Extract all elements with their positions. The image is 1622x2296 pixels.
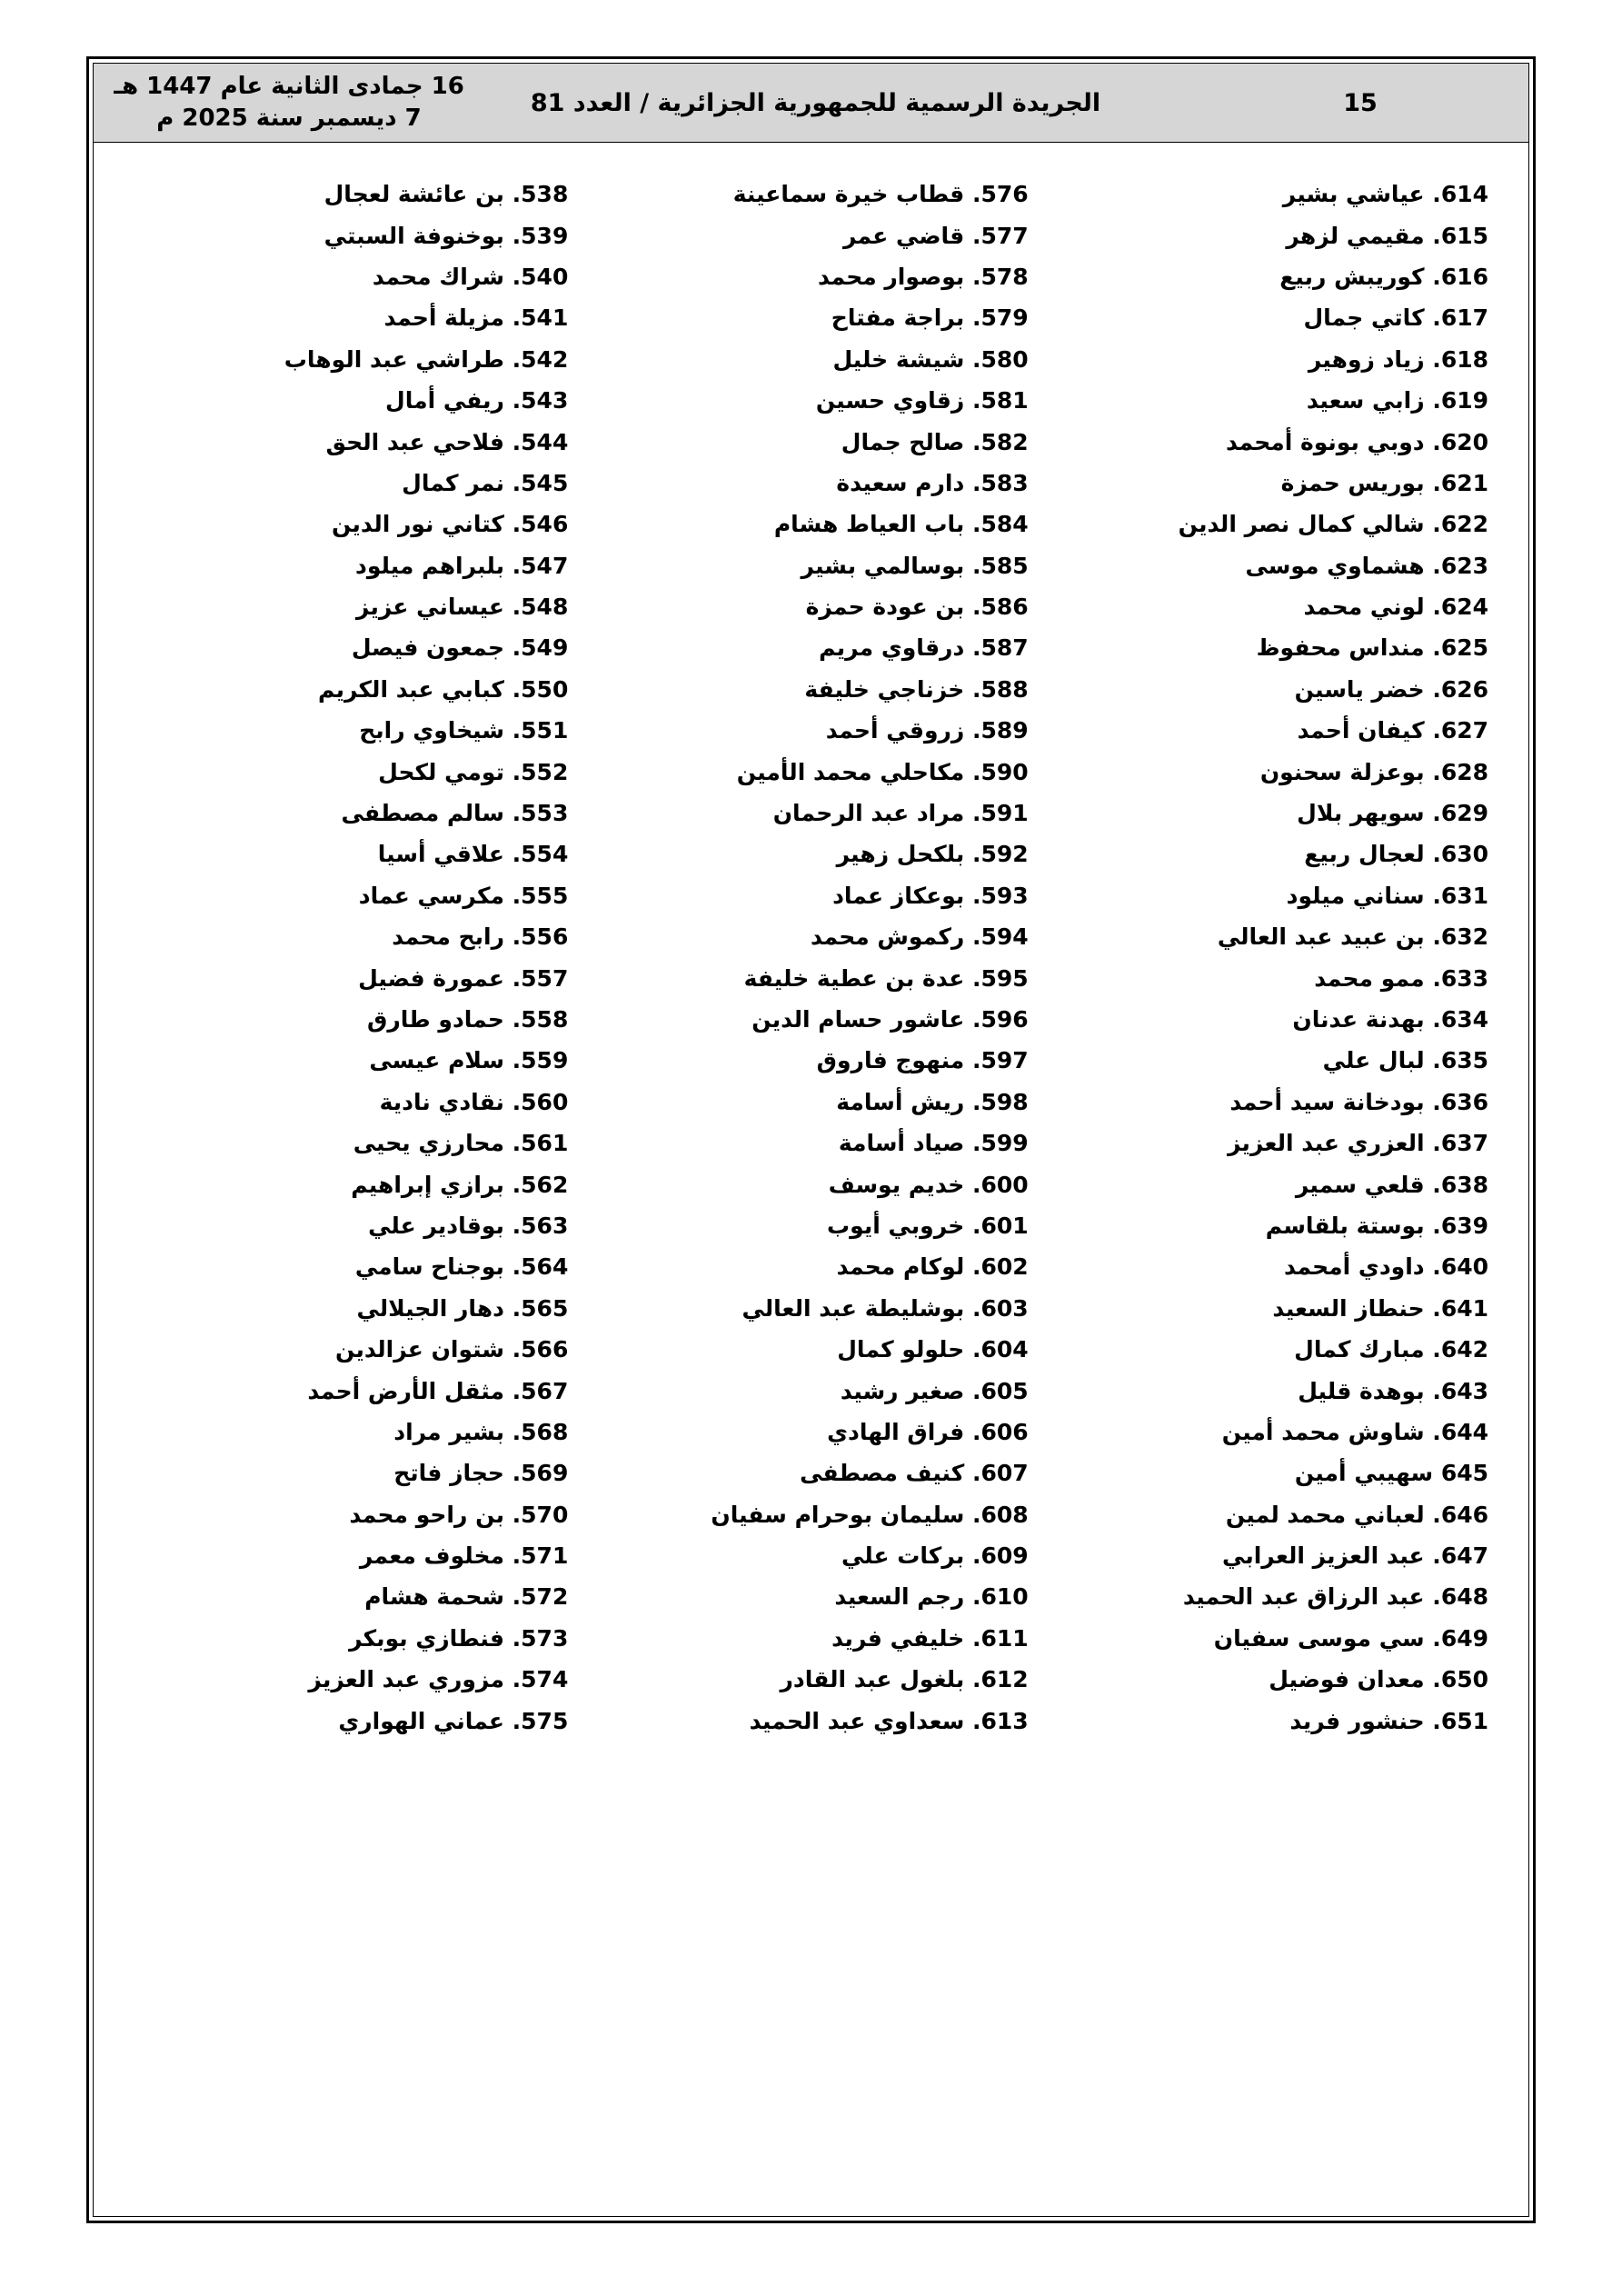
list-item: 635. لبال علي	[1322, 1047, 1488, 1074]
list-item: 649. سي موسى سفيان	[1213, 1624, 1488, 1652]
list-item: 609. بركات علي	[841, 1542, 1029, 1570]
list-item: 611. خليفي فريد	[831, 1624, 1029, 1652]
list-item: 646. لعباني محمد لمين	[1225, 1501, 1488, 1528]
list-item: 598. ريش أسامة	[836, 1088, 1029, 1115]
list-item: 643. بوهدة قليل	[1298, 1377, 1488, 1404]
header-dates	[94, 64, 493, 142]
list-item: 625. منداس محفوظ	[1256, 634, 1488, 662]
list-item: 554. علاقي أسيا	[377, 841, 569, 868]
page-outer-border	[86, 56, 1536, 2223]
list-item: 640. داودي أمحمد	[1283, 1253, 1488, 1281]
list-item: 634. بهدنة عدنان	[1292, 1006, 1488, 1033]
list-item: 615. مقيمي لزهر	[1286, 222, 1488, 249]
list-item: 632. بن عبيد عبد العالي	[1217, 923, 1488, 951]
list-item: 591. مراد عبد الرحمان	[772, 800, 1029, 827]
list-item: 567. مثقل الأرض أحمد	[307, 1377, 569, 1404]
list-item: 581. زقاوي حسين	[815, 387, 1029, 414]
list-item: 556. رابح محمد	[392, 923, 569, 951]
list-item: 588. خزناجي خليفة	[804, 675, 1029, 703]
list-item: 617. كاتي جمال	[1303, 304, 1488, 332]
list-item: 577. قاضي عمر	[842, 222, 1029, 249]
list-item: 562. برازي إبراهيم	[351, 1171, 569, 1198]
list-item: 579. براجة مفتاح	[831, 304, 1029, 332]
list-item: 602. لوكام محمد	[836, 1253, 1029, 1281]
list-item: 642. مبارك كمال	[1294, 1336, 1488, 1363]
list-item: 647. عبد العزيز العرابي	[1222, 1542, 1488, 1570]
list-item: 623. هشماوي موسى	[1245, 552, 1488, 579]
list-item: 576. قطاب خيرة سماعينة	[732, 181, 1029, 208]
list-item: 645 سهيبي أمين	[1294, 1460, 1488, 1487]
page-inner-border	[93, 63, 1529, 2217]
list-item: 596. عاشور حسام الدين	[751, 1006, 1029, 1033]
list-item: 571. مخلوف معمر	[359, 1542, 569, 1570]
list-item: 549. جمعون فيصل	[351, 634, 569, 662]
list-item: 560. نقادي نادية	[379, 1088, 569, 1115]
list-item: 587. درقاوي مريم	[819, 634, 1029, 662]
list-item: 561. محارزي يحيى	[353, 1130, 569, 1157]
page-header	[94, 64, 1528, 143]
list-item: 629. سويهر بلال	[1297, 800, 1488, 827]
list-item: 575. عماني الهواري	[338, 1707, 569, 1734]
list-item: 566. شتوان عزالدين	[334, 1336, 569, 1363]
list-item: 538. بن عائشة لعجال	[323, 181, 569, 208]
list-item: 570. بن راحو محمد	[349, 1501, 569, 1528]
list-item: 614. عياشي بشير	[1282, 181, 1488, 208]
list-item: 628. بوعزلة سحنون	[1259, 758, 1488, 785]
list-item: 573. فنطازي بوبكر	[349, 1624, 569, 1652]
list-item: 595. عدة بن عطية خليفة	[743, 964, 1029, 992]
list-item: 607. كنيف مصطفى	[800, 1460, 1029, 1487]
list-item: 594. ركموش محمد	[811, 923, 1029, 951]
list-item: 592. بلكحل زهير	[836, 841, 1029, 868]
list-item: 612. بلغول عبد القادر	[780, 1666, 1029, 1693]
list-item: 621. بوريس حمزة	[1280, 469, 1488, 496]
list-item: 631. سناني ميلود	[1286, 882, 1488, 909]
list-item: 638. قلعي سمير	[1295, 1171, 1488, 1198]
list-item: 540. شراك محمد	[372, 263, 569, 290]
list-item: 633. ممو محمد	[1314, 964, 1488, 992]
list-item: 574. مزوري عبد العزيز	[308, 1666, 569, 1693]
list-item: 616. كوريبش ربيع	[1279, 263, 1488, 290]
list-item: 542. طراشي عبد الوهاب	[284, 345, 569, 373]
list-item: 568. بشير مراد	[393, 1418, 569, 1445]
list-item: 599. صياد أسامة	[838, 1130, 1029, 1157]
list-item: 626. خضر ياسين	[1294, 675, 1488, 703]
list-item: 648. عبد الرزاق عبد الحميد	[1182, 1583, 1488, 1611]
list-item: 548. عيساني عزيز	[355, 594, 569, 621]
list-item: 606. فراق الهادي	[827, 1418, 1029, 1445]
list-item: 604. حلولو كمال	[837, 1336, 1029, 1363]
list-item: 608. سليمان بوحرام سفيان	[711, 1501, 1029, 1528]
list-item: 555. مكرسي عماد	[358, 882, 569, 909]
list-item: 593. بوعكاز عماد	[832, 882, 1029, 909]
gregorian-date: 7 ديسمبر سنة 2025 م	[156, 105, 422, 132]
list-item: 558. حمادو طارق	[367, 1006, 569, 1033]
list-item: 553. سالم مصطفى	[341, 800, 569, 827]
list-item: 639. بوستة بلقاسم	[1265, 1212, 1488, 1239]
list-item: 613. سعداوي عبد الحميد	[749, 1707, 1029, 1734]
column-right	[121, 174, 581, 2198]
list-item: 545. نمر كمال	[402, 469, 569, 496]
list-item: 551. شيخاوي رابح	[359, 717, 569, 744]
list-item: 585. بوسالمي بشير	[801, 552, 1029, 579]
list-item: 636. بودخانة سيد أحمد	[1229, 1088, 1488, 1115]
list-item: 605. صغير رشيد	[840, 1377, 1029, 1404]
list-item: 627. كيفان أحمد	[1297, 717, 1488, 744]
list-item: 582. صالح جمال	[841, 428, 1029, 455]
list-item: 546. كتاني نور الدين	[332, 511, 569, 538]
list-item: 584. باب العياط هشام	[773, 511, 1029, 538]
list-item: 572. شحمة هشام	[364, 1583, 569, 1611]
list-item: 618. زياد زوهير	[1308, 345, 1488, 373]
list-item: 630. لعجال ربيع	[1304, 841, 1488, 868]
page-number: 15	[1343, 88, 1378, 117]
list-item: 601. خروبي أيوب	[827, 1212, 1029, 1239]
list-item: 589. زروقي أحمد	[825, 717, 1029, 744]
list-item: 552. تومي لكحل	[378, 758, 569, 785]
list-item: 619. زابي سعيد	[1306, 387, 1488, 414]
list-item: 541. مزيلة أحمد	[383, 304, 569, 332]
list-item: 603. بوشليطة عبد العالي	[741, 1294, 1029, 1322]
list-item: 590. مكاحلي محمد الأمين	[736, 758, 1029, 785]
list-item: 597. منهوج فاروق	[816, 1047, 1029, 1074]
list-item: 586. بن عودة حمزة	[805, 594, 1029, 621]
hijri-date: 16 جمادى الثانية عام 1447 هـ	[114, 72, 464, 100]
list-item: 641. حنطاز السعيد	[1272, 1294, 1488, 1322]
column-left	[1041, 174, 1501, 2198]
list-item: 650. معدان فوضيل	[1269, 1666, 1488, 1693]
list-item: 563. بوقادير علي	[368, 1212, 569, 1239]
list-item: 578. بوصوار محمد	[818, 263, 1029, 290]
list-item: 610. رجم السعيد	[834, 1583, 1029, 1611]
list-item: 557. عمورة فضيل	[358, 964, 569, 992]
list-item: 637. العزري عبد العزيز	[1227, 1130, 1488, 1157]
list-item: 544. فلاحي عبد الحق	[325, 428, 569, 455]
list-item: 620. دوبي بونوة أمحمد	[1226, 428, 1488, 455]
list-item: 543. ريفي أمال	[385, 387, 569, 414]
list-item: 622. شالي كمال نصر الدين	[1178, 511, 1488, 538]
names-list-body	[94, 143, 1528, 2216]
list-item: 644. شاوش محمد أمين	[1221, 1418, 1488, 1445]
list-item: 559. سلام عيسى	[369, 1047, 569, 1074]
header-page-number-area	[1138, 64, 1528, 142]
list-item: 550. كبابي عبد الكريم	[317, 675, 569, 703]
list-item: 624. لوني محمد	[1303, 594, 1488, 621]
list-item: 547. بلبراهم ميلود	[355, 552, 569, 579]
list-item: 580. شيشة خليل	[832, 345, 1029, 373]
list-item: 651. حنشور فريد	[1289, 1707, 1488, 1734]
list-item: 569. حجاز فاتح	[393, 1460, 569, 1487]
column-middle	[581, 174, 1040, 2198]
list-item: 583. دارم سعيدة	[836, 469, 1029, 496]
journal-title: الجريدة الرسمية للجمهورية الجزائرية / العدد 81	[530, 88, 1101, 117]
list-item: 564. بوجناح سامي	[354, 1253, 569, 1281]
list-item: 565. دهار الجيلالي	[356, 1294, 569, 1322]
list-item: 539. بوخنوفة السبتي	[323, 222, 569, 249]
list-item: 600. خديم يوسف	[828, 1171, 1029, 1198]
